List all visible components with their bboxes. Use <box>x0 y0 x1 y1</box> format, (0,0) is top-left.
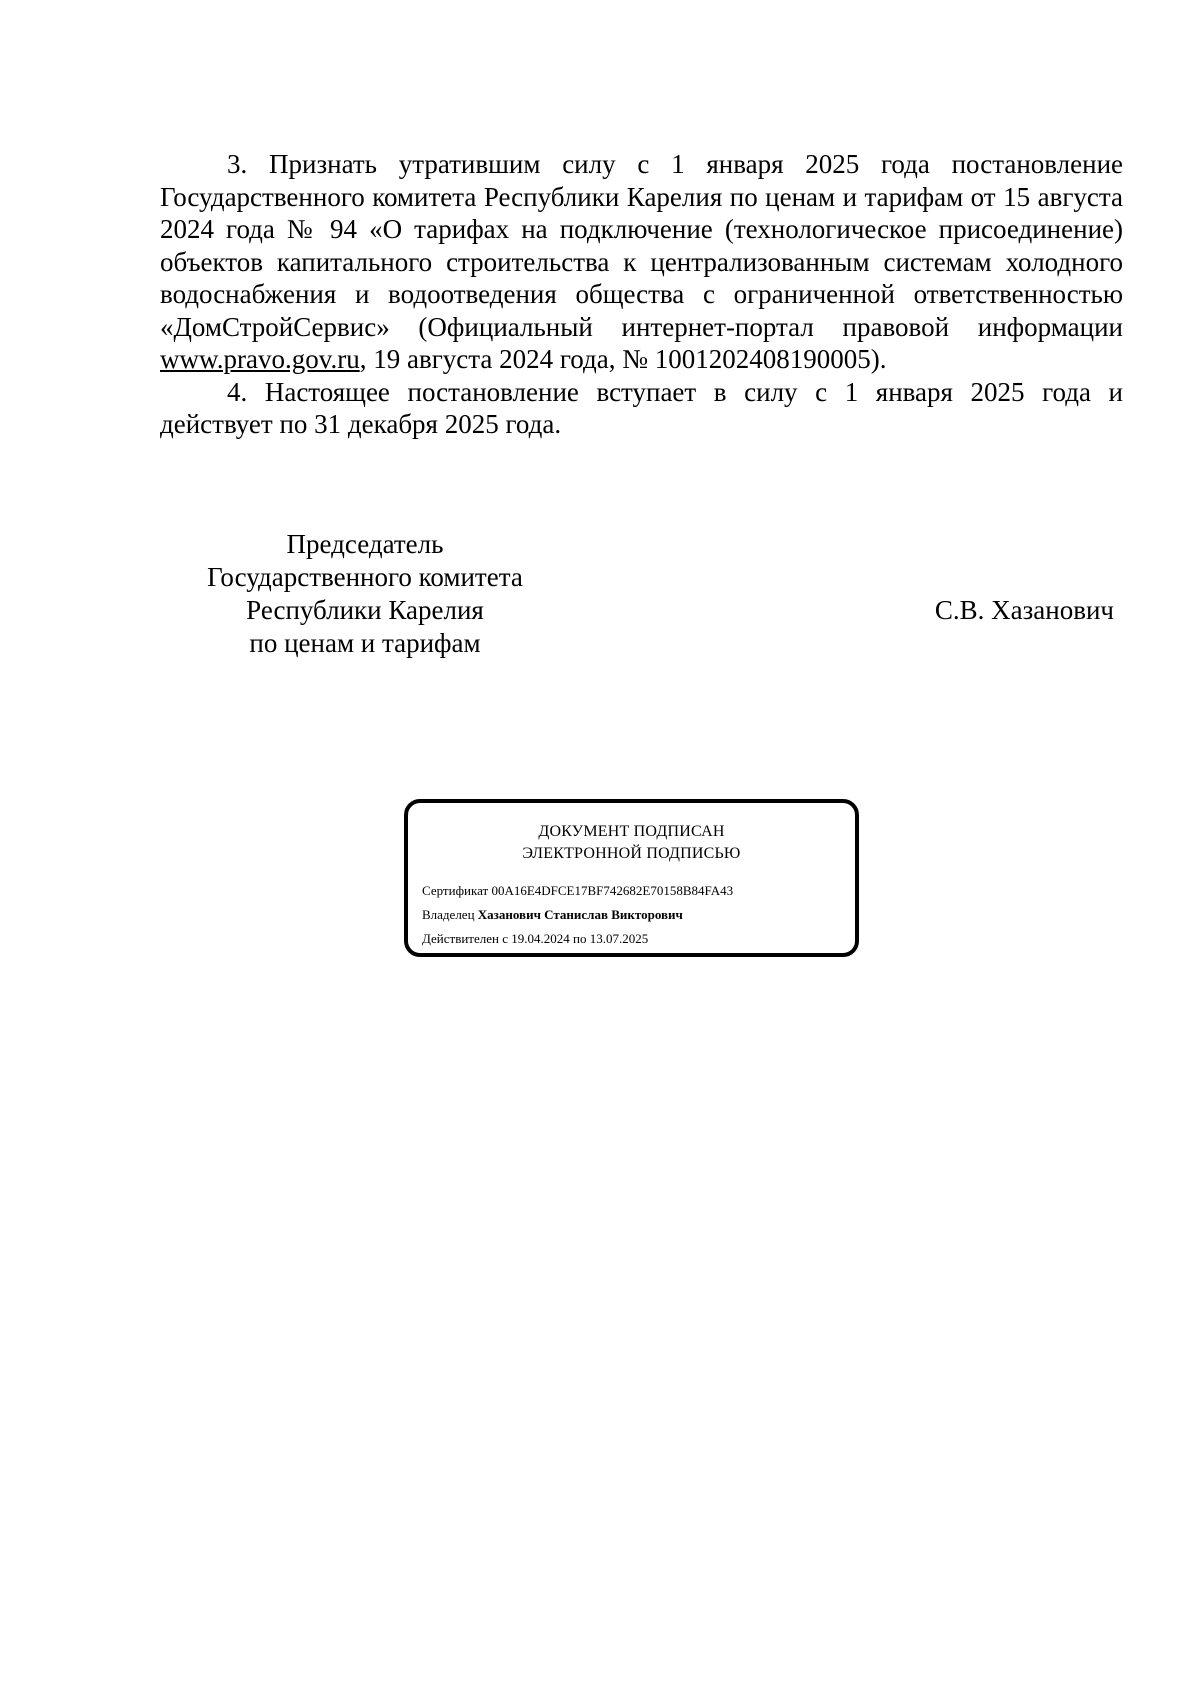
stamp-owner-line <box>422 903 733 927</box>
signatory-title-line: по ценам и тарифам <box>249 628 481 658</box>
stamp-title-line-2: ЭЛЕКТРОННОЙ ПОДПИСЬЮ <box>522 845 741 862</box>
paragraph-3 <box>160 148 1123 376</box>
document-body <box>160 148 1123 441</box>
valid-label: Действителен с <box>422 931 508 946</box>
owner-value: Хазанович Станислав Викторович <box>477 907 683 922</box>
paragraph-4 <box>160 376 1123 441</box>
stamp-certificate-line <box>422 879 733 903</box>
signatory-title-line: Председатель <box>286 529 444 559</box>
paragraph-4-text: 4. Настоящее постановление вступает в силу с 1 января 2025 года и действует по 31 декабря 2025 года. <box>160 376 1123 439</box>
electronic-signature-stamp <box>404 799 859 957</box>
stamp-title-line-1: ДОКУМЕНТ ПОДПИСАН <box>538 823 725 840</box>
signatory-title-line: Государственного комитета <box>207 562 523 592</box>
valid-to: 13.07.2025 <box>589 931 649 946</box>
certificate-value: 00A16E4DFCE17BF742682E70158B84FA43 <box>491 883 734 898</box>
paragraph-3-text-after-link: , 19 августа 2024 года, <box>359 344 623 374</box>
pravo-link[interactable]: www.pravo.gov.ru <box>160 344 360 374</box>
stamp-details <box>422 879 733 951</box>
signatory-title-line: Республики Карелия <box>246 595 484 625</box>
certificate-label: Сертификат <box>422 883 489 898</box>
paragraph-3-text: 3. Признать утратившим силу с 1 января 2025 года постановление Государственного комитета Республики Карелия по ценам и тарифам от 15 августа 2024 года № 94 «О тарифах на подключение (технологическое присоединение) объектов капитального строительства к централизованным системам холодного водоснабжения и водоотведения общества с ограниченной ответственностью «ДомСтройСервис» (Официальный интернет-портал правовой информации <box>160 149 1123 342</box>
signer-name: С.В. Хазанович <box>934 595 1114 625</box>
valid-to-label: по <box>573 931 587 946</box>
publication-number: № 1001202408190005). <box>622 344 887 374</box>
stamp-title <box>408 821 855 865</box>
stamp-validity-line <box>422 927 733 951</box>
signatory-title <box>165 528 565 660</box>
valid-from: 19.04.2024 <box>511 931 570 946</box>
owner-label: Владелец <box>422 907 475 922</box>
